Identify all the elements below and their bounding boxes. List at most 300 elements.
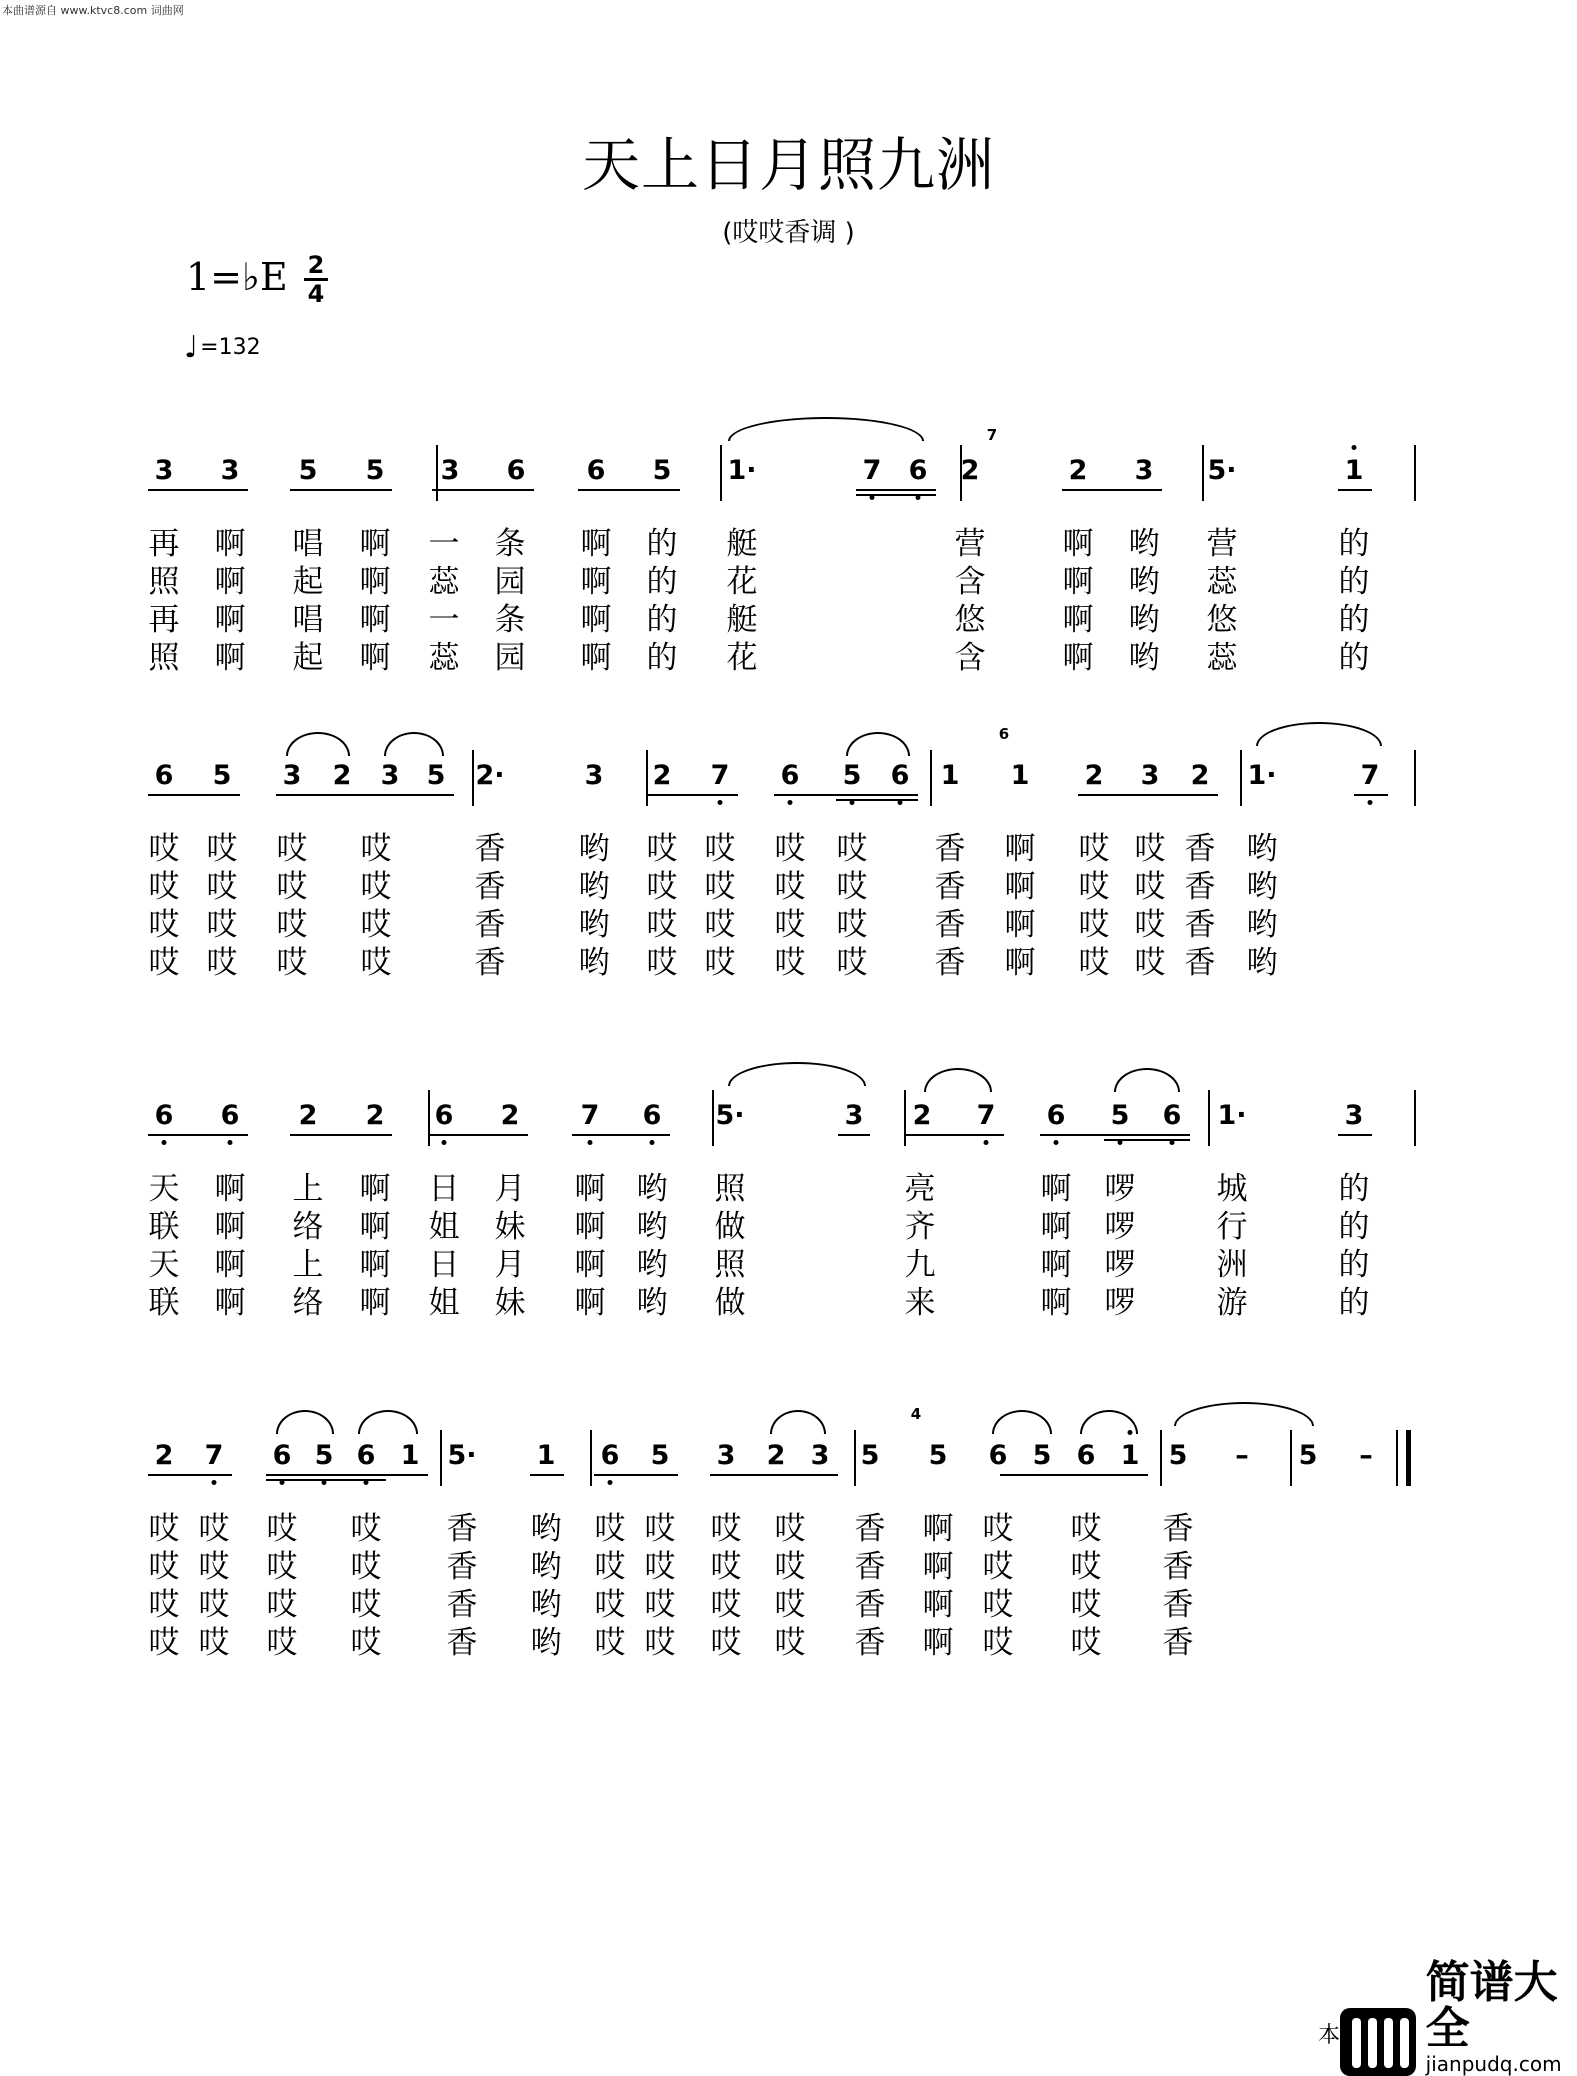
lyric-char: 哎 — [360, 945, 392, 981]
lyric-char: 艇 — [726, 526, 758, 562]
lyric-char: 啊 — [922, 1549, 954, 1585]
note: 3 — [1140, 760, 1160, 791]
lyric-char: 花 — [726, 640, 758, 676]
note: 6 — [988, 1440, 1008, 1471]
lyric-char: 联 — [148, 1285, 180, 1321]
note: 2 — [298, 1100, 318, 1131]
note: 3 — [844, 1100, 864, 1131]
octave-dot — [1054, 1140, 1059, 1145]
note: 3 — [440, 455, 460, 486]
lyric-char: 哎 — [1134, 831, 1166, 867]
slur-arc — [924, 1068, 992, 1092]
lyric-char: 联 — [148, 1209, 180, 1245]
lyric-char: 哟 — [530, 1549, 562, 1585]
lyric-char: 哎 — [206, 907, 238, 943]
lyric-char: 哎 — [1078, 945, 1110, 981]
lyric-char: 啊 — [359, 526, 391, 562]
lyric-char: 啰 — [1104, 1285, 1136, 1321]
lyric-char: 啊 — [1004, 831, 1036, 867]
lyric-char: 哎 — [774, 1587, 806, 1623]
double-beam-line — [266, 1479, 386, 1481]
lyric-char: 香 — [854, 1549, 886, 1585]
bar-line — [854, 1430, 856, 1486]
bar-line — [1414, 750, 1416, 806]
lyric-char: 啊 — [214, 564, 246, 600]
lyric-char: 哎 — [774, 1511, 806, 1547]
bar-line — [720, 445, 722, 501]
slur-arc — [358, 1410, 418, 1434]
lyric-char: 哎 — [1070, 1511, 1102, 1547]
octave-dot — [228, 1140, 233, 1145]
lyric-char: 哎 — [704, 945, 736, 981]
lyric-char: 的 — [1338, 602, 1370, 638]
lyric-line-1-3 — [0, 601, 1577, 639]
lyric-char: 啊 — [1062, 640, 1094, 676]
note: 5 — [365, 455, 385, 486]
lyric-char: 香 — [474, 945, 506, 981]
lyric-char: 哟 — [1128, 526, 1160, 562]
lyric-char: 哎 — [704, 831, 736, 867]
lyric-char: 含 — [954, 564, 986, 600]
lyric-char: 哎 — [1078, 831, 1110, 867]
slur-arc — [286, 732, 350, 756]
lyric-char: 啊 — [359, 1209, 391, 1245]
lyric-char: 哎 — [1134, 869, 1166, 905]
note: 6 — [434, 1100, 454, 1131]
note: 2 — [1084, 760, 1104, 791]
site-logo — [1340, 1957, 1577, 2076]
lyric-char: 啊 — [1004, 907, 1036, 943]
note: 2 — [912, 1100, 932, 1131]
lyric-char: 哟 — [530, 1587, 562, 1623]
lyric-char: 哎 — [206, 831, 238, 867]
note: 2 — [500, 1100, 520, 1131]
lyric-char: 香 — [1184, 869, 1216, 905]
lyric-char: 啊 — [580, 564, 612, 600]
lyric-char: 哎 — [148, 1625, 180, 1661]
lyric-char: 哎 — [266, 1549, 298, 1585]
note: 6 — [220, 1100, 240, 1131]
grace-note: 4 — [910, 1405, 922, 1423]
octave-dot — [1368, 800, 1373, 805]
lyric-char: 哎 — [594, 1625, 626, 1661]
lyric-char: 哎 — [1134, 945, 1166, 981]
bar-line — [646, 750, 648, 806]
note: 6 — [908, 455, 928, 486]
lyric-char: 哎 — [148, 1587, 180, 1623]
lyric-char: 啊 — [214, 1285, 246, 1321]
lyric-line-4-2 — [0, 1548, 1577, 1586]
note: 6 — [642, 1100, 662, 1131]
beam-line — [1354, 794, 1388, 796]
note: 5· — [715, 1100, 745, 1131]
time-signature — [302, 252, 330, 307]
lyric-char: 哟 — [1128, 602, 1160, 638]
slur-arc — [728, 417, 924, 441]
lyric-char: 的 — [1338, 1171, 1370, 1207]
lyric-char: 哟 — [636, 1171, 668, 1207]
beam-line — [1040, 1134, 1190, 1136]
lyric-char: 哟 — [1246, 831, 1278, 867]
lyric-line-3-4 — [0, 1284, 1577, 1322]
octave-dot — [984, 1140, 989, 1145]
lyric-char: 行 — [1216, 1209, 1248, 1245]
lyric-char: 再 — [148, 602, 180, 638]
note: 7 — [710, 760, 730, 791]
lyric-char: 哟 — [636, 1285, 668, 1321]
slur-arc — [276, 1410, 334, 1434]
lyric-char: 哎 — [350, 1549, 382, 1585]
note: 5· — [1207, 455, 1237, 486]
lyric-char: 哟 — [1128, 564, 1160, 600]
bar-line — [472, 750, 474, 806]
lyric-char: 香 — [446, 1587, 478, 1623]
lyric-char: 哎 — [646, 831, 678, 867]
note: 5 — [314, 1440, 334, 1471]
note: 6 — [600, 1440, 620, 1471]
lyric-char: 哎 — [704, 907, 736, 943]
lyric-char: 啊 — [574, 1285, 606, 1321]
lyric-char: 哎 — [982, 1587, 1014, 1623]
lyric-char: 哎 — [704, 869, 736, 905]
lyric-char: 啊 — [574, 1209, 606, 1245]
lyric-char: 月 — [494, 1171, 526, 1207]
note: 3 — [716, 1440, 736, 1471]
note: 2 — [1068, 455, 1088, 486]
lyric-line-2-1 — [0, 830, 1577, 868]
final-bar-line — [1396, 1430, 1398, 1486]
note: 5 — [650, 1440, 670, 1471]
lyric-char: 哎 — [836, 831, 868, 867]
lyric-char: 啊 — [214, 602, 246, 638]
lyric-char: 香 — [446, 1625, 478, 1661]
note: 2 — [652, 760, 672, 791]
beam-line — [148, 1474, 232, 1476]
lyric-char: 悠 — [1206, 602, 1238, 638]
lyric-char: 啊 — [922, 1511, 954, 1547]
lyric-char: 香 — [1184, 831, 1216, 867]
lyric-char: 营 — [954, 526, 986, 562]
octave-dot — [212, 1480, 217, 1485]
note: 3 — [810, 1440, 830, 1471]
lyric-char: 香 — [446, 1511, 478, 1547]
lyric-char: 啊 — [1040, 1209, 1072, 1245]
lyric-char: 哎 — [646, 945, 678, 981]
lyric-char: 的 — [646, 526, 678, 562]
lyric-char: 含 — [954, 640, 986, 676]
lyric-char: 哎 — [1070, 1587, 1102, 1623]
note: 2 — [154, 1440, 174, 1471]
lyric-char: 哎 — [710, 1549, 742, 1585]
lyric-char: 啊 — [1062, 526, 1094, 562]
lyric-line-1-2 — [0, 563, 1577, 601]
lyric-char: 哟 — [578, 869, 610, 905]
lyric-line-1-1 — [0, 525, 1577, 563]
lyric-char: 起 — [292, 564, 324, 600]
lyric-char: 日 — [428, 1247, 460, 1283]
lyric-char: 哎 — [644, 1587, 676, 1623]
lyric-char: 啊 — [359, 1285, 391, 1321]
octave-dot — [650, 1140, 655, 1145]
bar-line — [712, 1090, 714, 1146]
note: 6 — [272, 1440, 292, 1471]
lyric-char: 啊 — [922, 1587, 954, 1623]
lyric-char: 哎 — [594, 1511, 626, 1547]
note: 2· — [475, 760, 505, 791]
note: 5 — [1110, 1100, 1130, 1131]
lyric-char: 天 — [148, 1247, 180, 1283]
lyric-char: 哎 — [350, 1625, 382, 1661]
note: 1· — [1247, 760, 1277, 791]
note: 7 — [976, 1100, 996, 1131]
lyric-char: 啊 — [580, 602, 612, 638]
lyric-char: 上 — [292, 1247, 324, 1283]
lyric-char: 啊 — [574, 1171, 606, 1207]
note: 6 — [154, 1100, 174, 1131]
lyric-char: 唱 — [292, 602, 324, 638]
note: 5 — [652, 455, 672, 486]
beam-line — [578, 489, 680, 491]
lyric-char: 蕊 — [428, 564, 460, 600]
tempo-value: =132 — [200, 335, 261, 360]
lyric-char: 姐 — [428, 1209, 460, 1245]
slur-arc — [992, 1410, 1052, 1434]
lyric-char: 哟 — [1246, 869, 1278, 905]
page-title: 天上日月照九洲 — [581, 131, 995, 199]
lyric-char: 做 — [714, 1285, 746, 1321]
lyric-char: 哎 — [276, 907, 308, 943]
beam-line — [530, 1474, 564, 1476]
lyric-line-2-2 — [0, 868, 1577, 906]
lyric-char: 哎 — [836, 907, 868, 943]
bar-line — [1208, 1090, 1210, 1146]
note: 5 — [298, 455, 318, 486]
beam-line — [148, 489, 248, 491]
lyric-char: 照 — [714, 1171, 746, 1207]
lyric-char: 哎 — [148, 945, 180, 981]
lyric-char: 城 — [1216, 1171, 1248, 1207]
lyric-char: 哎 — [774, 831, 806, 867]
lyric-line-4-1 — [0, 1510, 1577, 1548]
lyric-char: 络 — [292, 1209, 324, 1245]
note: 6 — [506, 455, 526, 486]
lyric-char: 香 — [474, 869, 506, 905]
lyric-char: 啊 — [214, 1209, 246, 1245]
lyric-char: 香 — [1184, 907, 1216, 943]
beam-line — [710, 1474, 838, 1476]
lyric-char: 啊 — [1062, 602, 1094, 638]
lyric-char: 一 — [428, 526, 460, 562]
lyric-char: 条 — [494, 602, 526, 638]
lyric-char: 啊 — [1040, 1247, 1072, 1283]
piano-keys-icon — [1340, 2008, 1416, 2076]
note: 5 — [928, 1440, 948, 1471]
lyric-char: 啊 — [214, 1171, 246, 1207]
lyric-char: 啊 — [359, 1247, 391, 1283]
lyric-char: 照 — [714, 1247, 746, 1283]
beam-line — [148, 1134, 248, 1136]
lyric-char: 啊 — [922, 1625, 954, 1661]
lyric-char: 香 — [446, 1549, 478, 1585]
time-signature-bottom: 4 — [307, 280, 325, 308]
lyric-char: 络 — [292, 1285, 324, 1321]
lyric-char: 香 — [934, 945, 966, 981]
note: 6 — [586, 455, 606, 486]
lyric-char: 哎 — [360, 869, 392, 905]
lyric-char: 哎 — [198, 1625, 230, 1661]
note: 6 — [1076, 1440, 1096, 1471]
lyric-char: 啊 — [359, 640, 391, 676]
slur-arc — [384, 732, 444, 756]
lyric-char: 月 — [494, 1247, 526, 1283]
note: 1 — [400, 1440, 420, 1471]
lyric-char: 香 — [934, 869, 966, 905]
lyric-char: 悠 — [954, 602, 986, 638]
bar-line — [440, 1430, 442, 1486]
note: 7 — [580, 1100, 600, 1131]
lyric-char: 啰 — [1104, 1247, 1136, 1283]
lyric-char: 哎 — [774, 1625, 806, 1661]
note: – — [1235, 1440, 1249, 1471]
note: 6 — [1046, 1100, 1066, 1131]
lyric-char: 的 — [1338, 1285, 1370, 1321]
octave-dot — [1352, 445, 1357, 450]
lyric-char: 齐 — [904, 1209, 936, 1245]
beam-line — [148, 794, 240, 796]
lyric-char: 花 — [726, 564, 758, 600]
lyric-char: 哟 — [578, 945, 610, 981]
lyric-char: 哎 — [982, 1511, 1014, 1547]
bar-line — [436, 445, 438, 501]
octave-dot — [162, 1140, 167, 1145]
beam-line — [428, 1134, 528, 1136]
octave-dot — [442, 1140, 447, 1145]
lyric-char: 香 — [934, 907, 966, 943]
note: 1· — [727, 455, 757, 486]
lyric-char: 条 — [494, 526, 526, 562]
beam-line — [856, 489, 936, 491]
lyric-char: 哎 — [836, 945, 868, 981]
octave-dot — [608, 1480, 613, 1485]
lyric-char: 哎 — [594, 1587, 626, 1623]
key-signature: 1=♭E — [186, 255, 288, 299]
bar-line — [590, 1430, 592, 1486]
lyric-char: 哎 — [646, 907, 678, 943]
lyric-char: 哎 — [198, 1587, 230, 1623]
grace-note: 7 — [986, 426, 998, 444]
bar-line — [428, 1090, 430, 1146]
lyric-char: 洲 — [1216, 1247, 1248, 1283]
lyric-char: 香 — [474, 831, 506, 867]
lyric-char: 姐 — [428, 1285, 460, 1321]
lyric-char: 哎 — [198, 1511, 230, 1547]
beam-line — [276, 794, 454, 796]
lyric-line-3-2 — [0, 1208, 1577, 1246]
bar-line — [1406, 1430, 1411, 1486]
lyric-char: 哟 — [636, 1209, 668, 1245]
note: 2 — [365, 1100, 385, 1131]
lyric-char: 香 — [474, 907, 506, 943]
bar-line — [1202, 445, 1204, 501]
beam-line — [1338, 489, 1372, 491]
lyric-char: 妹 — [494, 1285, 526, 1321]
lyric-char: 做 — [714, 1209, 746, 1245]
beam-line — [572, 1134, 670, 1136]
lyric-char: 啊 — [580, 526, 612, 562]
note: 1 — [940, 760, 960, 791]
lyric-char: 哟 — [1246, 945, 1278, 981]
tempo-mark — [184, 330, 261, 365]
beam-line — [646, 794, 738, 796]
octave-dot — [788, 800, 793, 805]
beam-line — [290, 1134, 392, 1136]
lyric-char: 哎 — [1070, 1625, 1102, 1661]
octave-dot — [718, 800, 723, 805]
slur-arc — [770, 1410, 826, 1434]
lyric-char: 日 — [428, 1171, 460, 1207]
lyric-char: 哎 — [644, 1549, 676, 1585]
lyric-char: 啊 — [1004, 869, 1036, 905]
note: 5 — [1032, 1440, 1052, 1471]
double-beam-line — [1104, 1139, 1190, 1141]
source-watermark: 本曲谱源自 www.ktvc8.com 词曲网 — [2, 4, 184, 17]
lyric-char: 艇 — [726, 602, 758, 638]
lyric-char: 香 — [854, 1511, 886, 1547]
lyric-char: 蕊 — [428, 640, 460, 676]
note: 5 — [842, 760, 862, 791]
slur-arc — [1174, 1402, 1314, 1426]
lyric-char: 游 — [1216, 1285, 1248, 1321]
bar-line — [960, 445, 962, 501]
lyric-char: 的 — [646, 602, 678, 638]
note: 5 — [1298, 1440, 1318, 1471]
note: 7 — [862, 455, 882, 486]
lyric-char: 的 — [646, 564, 678, 600]
lyric-char: 哎 — [710, 1625, 742, 1661]
lyric-char: 啊 — [1040, 1171, 1072, 1207]
double-beam-line — [836, 799, 918, 801]
slur-arc — [846, 732, 910, 756]
lyric-char: 起 — [292, 640, 324, 676]
bar-line — [904, 1090, 906, 1146]
beam-line — [838, 1134, 870, 1136]
lyric-char: 园 — [494, 564, 526, 600]
lyric-char: 哎 — [276, 945, 308, 981]
lyric-char: 哎 — [360, 907, 392, 943]
lyric-char: 啊 — [1040, 1285, 1072, 1321]
slur-arc — [1256, 722, 1382, 746]
slur-arc — [1114, 1068, 1180, 1092]
note: 5· — [447, 1440, 477, 1471]
lyric-char: 哎 — [1134, 907, 1166, 943]
lyric-char: 哎 — [148, 907, 180, 943]
note: 1 — [536, 1440, 556, 1471]
note: 2 — [332, 760, 352, 791]
note: 5 — [212, 760, 232, 791]
lyric-char: 哟 — [530, 1625, 562, 1661]
note: 3 — [380, 760, 400, 791]
bar-line — [1414, 1090, 1416, 1146]
lyric-char: 哎 — [646, 869, 678, 905]
lyric-char: 哎 — [266, 1587, 298, 1623]
lyric-char: 哎 — [276, 869, 308, 905]
lyric-char: 香 — [854, 1625, 886, 1661]
beam-line — [594, 1474, 678, 1476]
slur-arc — [1080, 1410, 1138, 1434]
lyric-char: 营 — [1206, 526, 1238, 562]
lyric-char: 哟 — [578, 831, 610, 867]
beam-line — [1000, 1474, 1148, 1476]
